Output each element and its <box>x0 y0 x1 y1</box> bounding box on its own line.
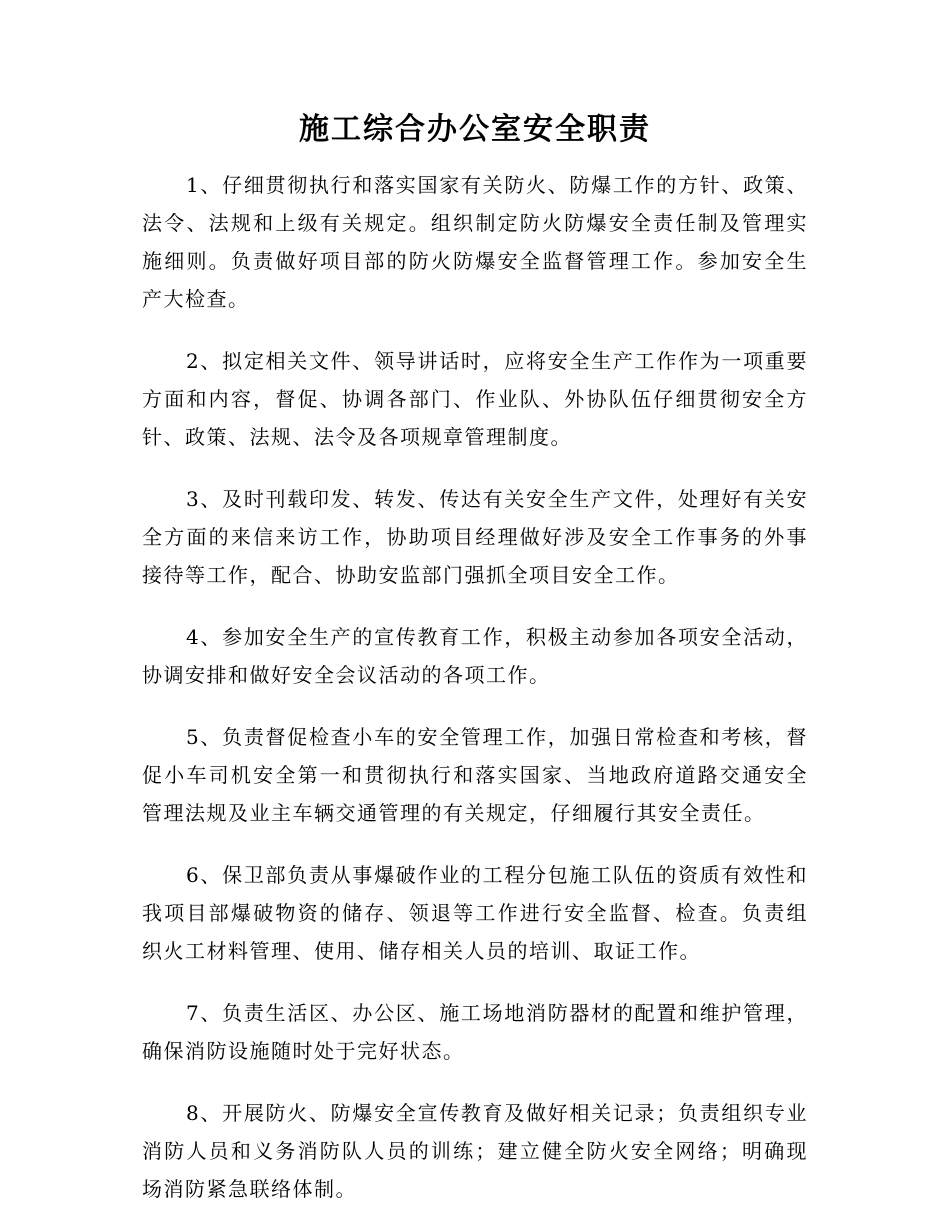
paragraph-8: 8、开展防火、防爆安全宣传教育及做好相关记录；负责组织专业消防人员和义务消防队人员的训练；建立健全防火安全网络；明确现场消防紧急联络体制。 <box>142 1101 808 1201</box>
paragraph-4: 4、参加安全生产的宣传教育工作，积极主动参加各项安全活动，协调安排和做好安全会议活动的各项工作。 <box>142 625 808 687</box>
document-body <box>142 166 808 1232</box>
paragraph-6: 6、保卫部负责从事爆破作业的工程分包施工队伍的资质有效性和我项目部爆破物资的储存、领退等工作进行安全监督、检查。负责组织火工材料管理、使用、储存相关人员的培训、取证工作。 <box>142 863 808 963</box>
paragraph-3: 3、及时刊载印发、转发、传达有关安全生产文件，处理好有关安全方面的来信来访工作，协助项目经理做好涉及安全工作事务的外事接待等工作，配合、协助安监部门强抓全项目安全工作。 <box>142 487 808 587</box>
paragraph-5: 5、负责督促检查小车的安全管理工作，加强日常检查和考核，督促小车司机安全第一和贯彻执行和落实国家、当地政府道路交通安全管理法规及业主车辆交通管理的有关规定，仔细履行其安全责任。 <box>142 725 808 825</box>
paragraph-2: 2、拟定相关文件、领导讲话时，应将安全生产工作作为一项重要方面和内容，督促、协调各部门、作业队、外协队伍仔细贯彻安全方针、政策、法规、法令及各项规章管理制度。 <box>142 349 808 449</box>
paragraph-1: 1、仔细贯彻执行和落实国家有关防火、防爆工作的方针、政策、法令、法规和上级有关规定。组织制定防火防爆安全责任制及管理实施细则。负责做好项目部的防火防爆安全监督管理工作。参加安全生产大检查。 <box>142 173 808 311</box>
paragraph-7: 7、负责生活区、办公区、施工场地消防器材的配置和维护管理，确保消防设施随时处于完好状态。 <box>142 1001 808 1063</box>
document-title: 施工综合办公室安全职责 <box>299 112 651 147</box>
